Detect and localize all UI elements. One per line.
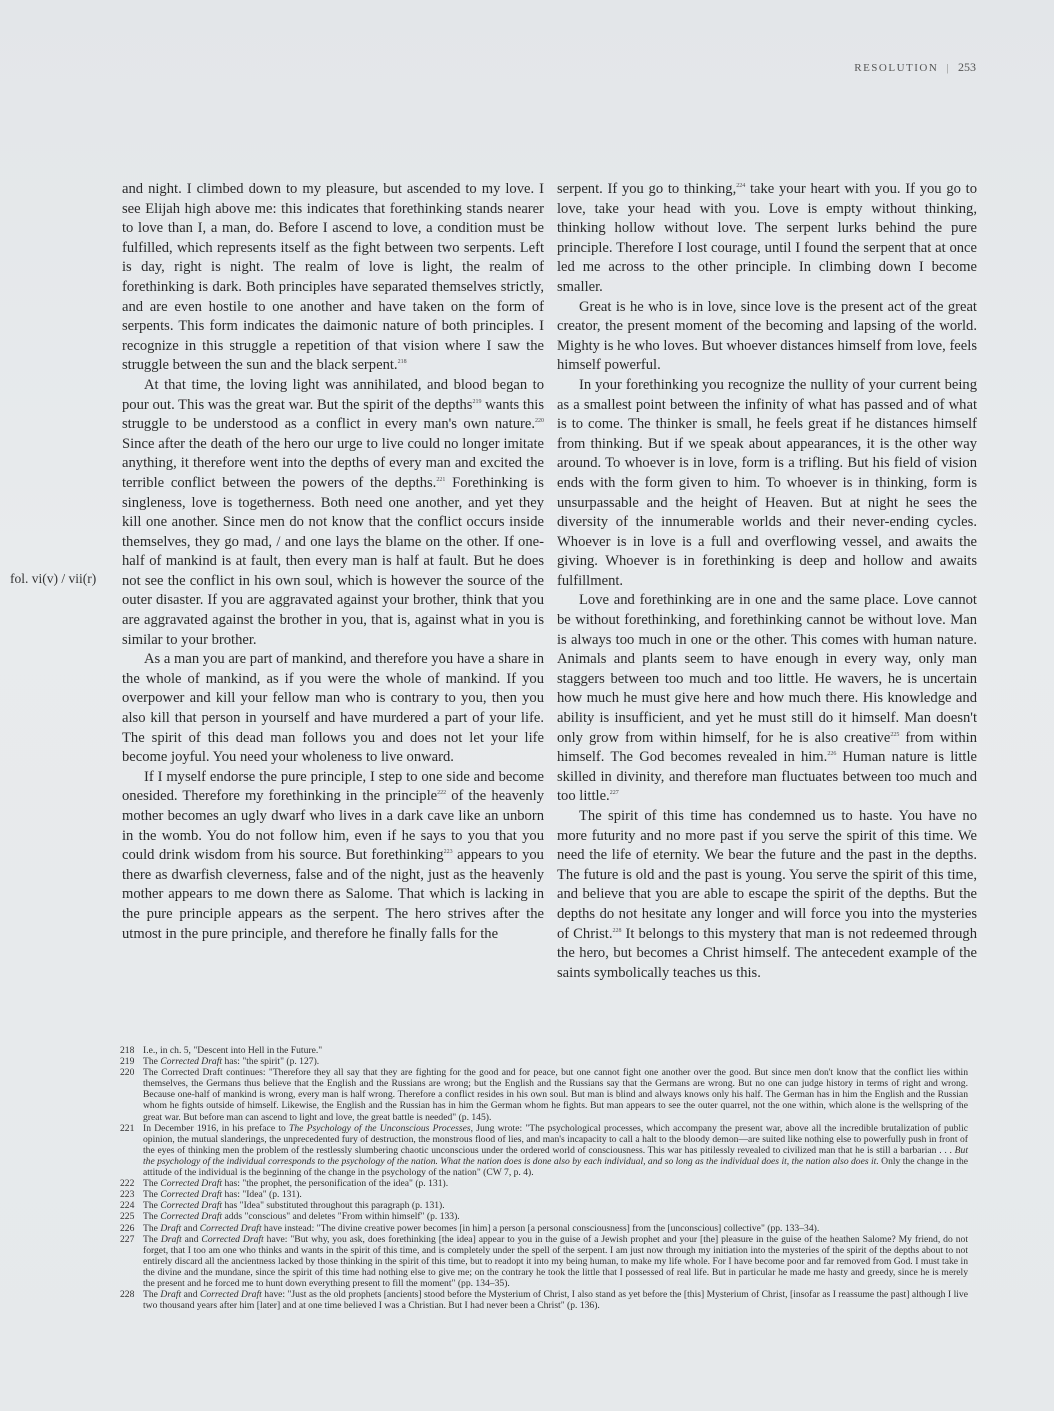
source-title: Corrected Draft bbox=[160, 1178, 223, 1190]
footnote-text bbox=[143, 1211, 968, 1222]
source-title: Corrected Draft bbox=[160, 1211, 223, 1223]
footnote-text bbox=[143, 1289, 968, 1311]
paragraph-text: At that time, the loving light was annihilated, and blood began to pour out. This was the great war. But the spirit of the depths bbox=[122, 376, 544, 413]
source-title: Draft bbox=[160, 1289, 182, 1301]
paragraph bbox=[557, 807, 977, 983]
paragraph bbox=[557, 591, 977, 807]
paragraph-text: serpent. If you go to thinking, bbox=[557, 181, 737, 197]
text: and bbox=[181, 1289, 200, 1301]
paragraph-text: take your heart with you. If you go to love, take your head with you. Love is empty without thinking, thinking hollow without love. The serpent lurks behind the pure principle. Therefore I lost courage, until I found the serpent that at once led me across to the other principle. In climbing down I become smaller. bbox=[557, 181, 977, 295]
paragraph bbox=[122, 180, 544, 376]
footnote-number: 221 bbox=[120, 1122, 135, 1134]
section-title: RESOLUTION bbox=[854, 62, 939, 74]
footnote-text bbox=[143, 1056, 968, 1067]
footnote-ref-219[interactable]: 219 bbox=[472, 398, 482, 405]
footnote-number: 222 bbox=[120, 1178, 135, 1190]
running-head bbox=[854, 60, 976, 75]
footnote-text bbox=[143, 1200, 968, 1211]
footnote-number: 223 bbox=[120, 1189, 135, 1201]
text: In December 1916, in his preface to bbox=[143, 1122, 290, 1134]
footnote-number: 225 bbox=[120, 1211, 135, 1223]
text: The bbox=[143, 1289, 161, 1301]
paragraph-text: wants this struggle to be understood as a conflict in every man's own nature. bbox=[122, 396, 545, 433]
footnote bbox=[120, 1067, 968, 1122]
paragraph-text: Great is he who is in love, since love is the present act of the great creator, the present moment of the becoming and lapsing of the world. Mighty is he who loves. But whoever distances himself from love, feels himself powerful. bbox=[557, 298, 977, 374]
footnote-number: 228 bbox=[120, 1289, 135, 1301]
footnote-number: 224 bbox=[120, 1200, 135, 1212]
paragraph-text: Forethinking is singleness, love is togetherness. Both need one another, and yet they kill one another. Since men do not know that the conflict occurs inside themselves, they go mad, / and one lays the blame on the other. If one-half of mankind is at fault, then every man is half at fault. But he does not see the conflict in his own soul, which is however the source of the outer disaster. If you are aggravated against your brother, think that you are aggravated against the brother in you, that is, against what in you is similar to your brother. bbox=[122, 474, 544, 648]
text: has "Idea" substituted throughout this paragraph (p. 131). bbox=[222, 1200, 445, 1212]
paragraph-text: from within himself. The God becomes revealed in him. bbox=[557, 729, 977, 766]
text: and bbox=[181, 1233, 202, 1245]
source-title: Corrected Draft bbox=[199, 1289, 262, 1301]
footnote bbox=[120, 1289, 968, 1311]
text: Only the change in the attitude of the individual is the beginning of the change in the psychology of the nation" (CW 7, p. 4). bbox=[143, 1155, 969, 1179]
footnote-ref-221[interactable]: 221 bbox=[436, 476, 446, 483]
paragraph-text: Since after the death of the hero our urge to live could no longer imitate anything, it therefore went into the depths of every man and excited the terrible conflict between the powers of the depths. bbox=[122, 435, 544, 491]
footnote-text bbox=[143, 1234, 968, 1289]
footnote bbox=[120, 1045, 968, 1056]
footnote-text bbox=[143, 1189, 968, 1200]
paragraph-text: If I myself endorse the pure principle, I step to one side and become onesided. Therefore my forethinking in the principle bbox=[122, 768, 544, 805]
footnote bbox=[120, 1223, 968, 1234]
source-title: Draft bbox=[160, 1222, 182, 1234]
paragraph-text: appears to you there as dwarfish cleverness, false and of the night, just as the heavenly mother appears to me down there as Salome. That which is lacking in the pure principle appears as the serpent. The hero strives after the utmost in the pure principle, and therefore he finally falls for the bbox=[122, 847, 544, 942]
footnote-ref-228[interactable]: 228 bbox=[612, 927, 622, 934]
text: The bbox=[143, 1178, 161, 1190]
italic-quote: But the psychology of the individual corresponds to the psychology of the nation. What the nation does is done also by each individual, and so long as the individual does it, the nation also does it. bbox=[143, 1144, 968, 1167]
paragraph bbox=[122, 650, 544, 768]
paragraph bbox=[557, 180, 977, 298]
text: has: "the prophet, the personification of the idea" (p. 131). bbox=[222, 1178, 449, 1190]
text: has: "Idea" (p. 131). bbox=[222, 1189, 302, 1201]
footnote bbox=[120, 1211, 968, 1222]
text: The bbox=[143, 1189, 161, 1201]
footnote-text: I.e., in ch. 5, "Descent into Hell in the Future." bbox=[143, 1045, 323, 1056]
left-column bbox=[122, 180, 544, 944]
paragraph-text: As a man you are part of mankind, and therefore you have a share in the whole of mankind, as if you were the whole of mankind. If you overpower and kill your fellow man who is contrary to you, then you also kill that person in yourself and have murdered a part of your life. The spirit of this dead man follows you and does not let your life become joyful. You need your wholeness to live onward. bbox=[122, 651, 544, 766]
footnote bbox=[120, 1234, 968, 1289]
paragraph bbox=[557, 376, 977, 592]
footnote-text bbox=[143, 1223, 968, 1234]
footnote bbox=[120, 1189, 968, 1200]
footnote bbox=[120, 1200, 968, 1211]
paragraph-text: The spirit of this time has condemned us to haste. You have no more futurity and no more past if you serve the spirit of this time. We need the life of eternity. We bear the future and the past in the depths. The future is old and the past is young. You serve the spirit of this time, and believe that you are able to escape the spirit of the depths. But the depths do not hesitate any longer and will force you into the mysteries of Christ. bbox=[557, 808, 977, 942]
footnote-text bbox=[143, 1178, 968, 1189]
text: The bbox=[143, 1233, 161, 1245]
text: The bbox=[143, 1200, 161, 1212]
footnote-number: 220 bbox=[120, 1067, 135, 1079]
source-title: Corrected Draft bbox=[160, 1056, 223, 1068]
source-title: Draft bbox=[160, 1233, 182, 1245]
footnote-ref-223[interactable]: 223 bbox=[443, 849, 453, 856]
source-title: The Psychology of the Unconscious Processes bbox=[289, 1122, 471, 1134]
footnote-ref-225[interactable]: 225 bbox=[890, 731, 900, 738]
text: The bbox=[143, 1056, 161, 1068]
text: has: "the spirit" (p. 127). bbox=[222, 1056, 320, 1068]
footnote bbox=[120, 1123, 968, 1178]
source-title: Corrected Draft bbox=[160, 1189, 223, 1201]
footnote bbox=[120, 1056, 968, 1067]
paragraph bbox=[122, 376, 544, 650]
footnote-ref-220[interactable]: 220 bbox=[535, 418, 544, 425]
paragraph-text: In your forethinking you recognize the nullity of your current being as a smallest point between the infinity of what has passed and of what is to come. The thinker is small, he feels great if he distances himself from thinking. But if we speak about appearances, it is the other way around. To whoever is in love, form is a trifling. But his field of vision ends with the form given to him. To whoever is in thinking, form is unsurpassable and the height of Heaven. But at night he sees the diversity of the innumerable worlds and their never-ending cycles. Whoever is in love is a full and overflowing vessel, and awaits the giving. Whoever is in forethinking is deep and hollow and awaits fulfillment. bbox=[557, 376, 977, 589]
paragraph bbox=[122, 768, 544, 944]
paragraph bbox=[557, 298, 977, 376]
footnote-ref-222[interactable]: 222 bbox=[437, 790, 447, 797]
footnote-text: The Corrected Draft continues: "Therefore they all say that they are fighting for the good and for peace, but one cannot fight one another over the good. But since men don't know that the conflict lies within themselves, the Germans thus believe that the English and the Russians are wrong; but the English and the Russians say that the Germans are wrong. But no one can judge history in terms of right and wrong. Because one-half of mankind is wrong, every man is half wrong. Therefore a conflict resides in his own soul. But man is blind and always knows only his half. The German has in him the English and the Russian whom he fights outside of himself. Likewise, the English and the Russian has in him the German whom he fights. But man appears to see the outer quarrel, not the one within, which alone is the wellspring of the great war. But before man can ascend to light and love, the great battle is needed" (p. 145). bbox=[143, 1067, 968, 1123]
source-title: Corrected Draft bbox=[160, 1200, 223, 1212]
right-column bbox=[557, 180, 977, 983]
paragraph-text: Love and forethinking are in one and the same place. Love cannot be without forethinking, and forethinking cannot be without love. Man is always too much in one or the other. This comes with human nature. Animals and plants seem to have enough in every way, only man staggers between too much and too little. He wavers, he is uncertain how much he must give here and how much there. His knowledge and ability is insufficient, and yet he must still do it himself. Man doesn't only grow from within himself, for he is also creative bbox=[557, 592, 977, 746]
footnote-text bbox=[143, 1123, 968, 1178]
footnote-number: 226 bbox=[120, 1222, 135, 1234]
footnote-ref-218[interactable]: 218 bbox=[397, 359, 407, 366]
footnotes bbox=[120, 1045, 968, 1311]
footnote-number: 227 bbox=[120, 1233, 135, 1245]
footnote-number: 218 bbox=[120, 1045, 135, 1056]
footnote-ref-227[interactable]: 227 bbox=[609, 790, 619, 797]
source-title: Corrected Draft bbox=[201, 1233, 264, 1245]
page-number: 253 bbox=[958, 60, 976, 74]
footnote-ref-224[interactable]: 224 bbox=[736, 183, 746, 189]
source-title: Corrected Draft bbox=[199, 1222, 262, 1234]
text: have instead: "The divine creative power becomes [in him] a person [a personal consciousness] from the [unconscious] collective" (pp. 133–34). bbox=[261, 1222, 820, 1234]
paragraph-text: It belongs to this mystery that man is not redeemed through the hero, but becomes a Christ himself. The antecedent example of the saints symbolically teaches us this. bbox=[557, 925, 978, 981]
footnote-ref-226[interactable]: 226 bbox=[827, 751, 837, 758]
footnote-number: 219 bbox=[120, 1056, 135, 1068]
paragraph-text: Human nature is little skilled in divinity, and therefore man fluctuates between too much and too little. bbox=[557, 749, 977, 805]
text: have: "Just as the old prophets [ancients] stood before the Mysterium of Christ, I also stand as yet before the [this] Mysterium of Christ, [insofar as I reassume the past] although I live two thousand years after him [later] and at one time believed I was a Christian. But I had never been a Christ" (p. 136). bbox=[143, 1289, 968, 1312]
paragraph-text: and night. I climbed down to my pleasure, but ascended to my love. I see Elijah high above me: this indicates that forethinking stands nearer to love than I, a man, do. Before I ascend to love, a condition must be fulfilled, which represents itself as the fight between two serpents. Left is day, right is night. The realm of love is light, the realm of forethinking is dark. Both principles have separated themselves strictly, and are even hostile to one another and have taken on the form of serpents. This form indicates the daimonic nature of both principles. I recognize in this struggle a repetition of that vision where I saw the struggle between the sun and the black serpent. bbox=[122, 181, 544, 374]
text: The bbox=[143, 1222, 161, 1234]
folio-margin-note: fol. vi(v) / vii(r) bbox=[10, 571, 97, 586]
paragraph-text: of the heavenly mother becomes an ugly dwarf who lives in a dark cave like an unborn in the womb. You do not follow him, even if he says to you that you could drink wisdom from his source. But forethinking bbox=[122, 788, 545, 864]
text: , Jung wrote: "The psychological processes, which accompany the present war, above all the incredible brutalization of public opinion, the mutual slanderings, the unprecedented fury of destruction, the monstrous flood of lies, and man's incapacity to call a halt to the bloody demon—are suited like nothing else to powerfully push in front of the eyes of thinking men the problem of the restlessly slumbering chaotic unconscious under the ordered world of consciousness. This war has pitilessly revealed to civilized man that he is still a barbarian . . . bbox=[143, 1122, 969, 1156]
text: adds "conscious" and deletes "From within himself" (p. 133). bbox=[222, 1211, 460, 1223]
header-divider: | bbox=[946, 62, 950, 74]
text: have: "But why, you ask, does forethinking [the idea] appear to you in the guise of a Jewish prophet and your [the] pleasure in the guise of the heathen Salome? My friend, do not forget, that I too am one who thinks and wants in the spirit of this time, and is completely under the spell of the serpent. I am just now through my initiation into the mysteries of the spirit of the depths about to not entirely discard all the ancientness lacked by those thinking in the spirit of this time, but to readopt it into my being human, to make my life whole. For I have become poor and far removed from God. I must take in the divine and the mundane, since the spirit of this time had nothing else to give me; on the contrary he took the little that I possessed of real life. But in particular he made me hasty and greedy, since he is merely the present and he forced me to hunt down everything present to fill the moment" (pp. 134–35). bbox=[143, 1233, 968, 1289]
text: and bbox=[181, 1222, 200, 1234]
text: The bbox=[143, 1211, 161, 1223]
footnote bbox=[120, 1178, 968, 1189]
